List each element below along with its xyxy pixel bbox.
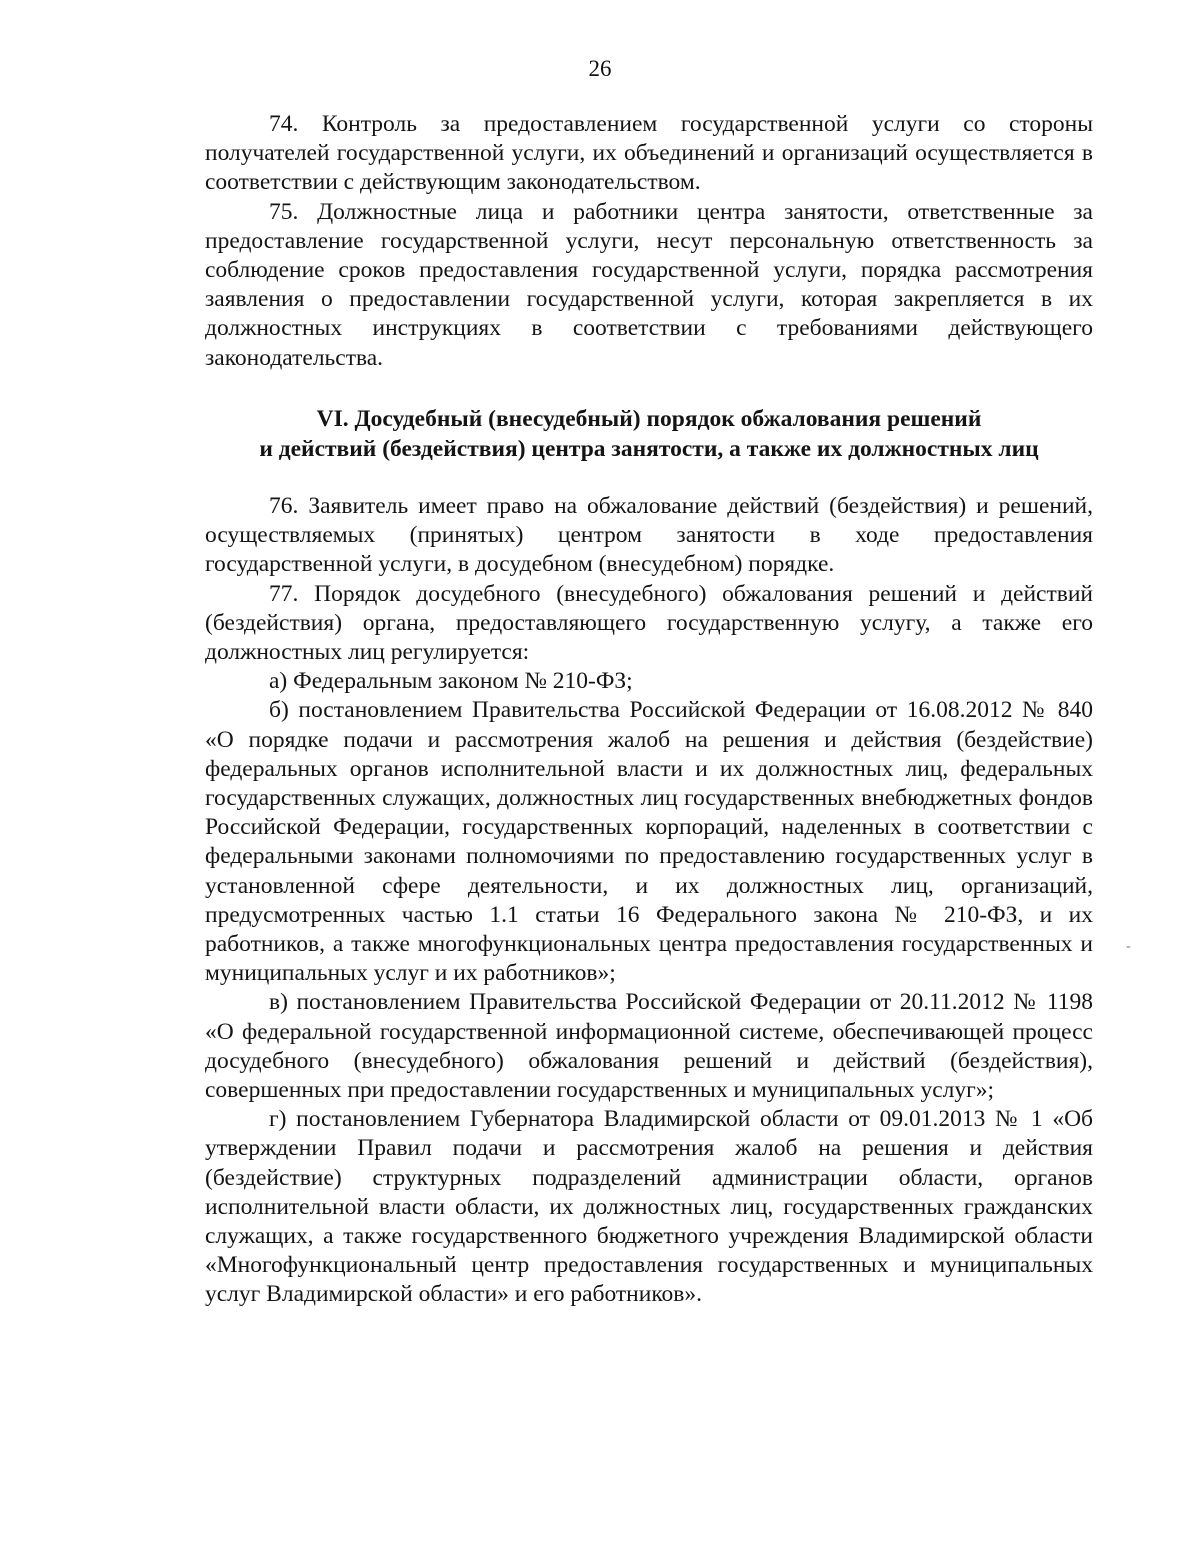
section-vi-body [205, 492, 1093, 1310]
paragraph-74: 74. Контроль за предоставлением государственной услуги со стороны получателей государственной услуги, их объединений и организаций осуществляется в соответствии с действующим законодательством. [205, 111, 1093, 196]
section-vi-heading [205, 404, 1093, 464]
section-vi-heading-line-2: и действий (бездействия) центра занятости, а также их должностных лиц [259, 436, 1039, 462]
paragraph-76: 76. Заявитель имеет право на обжалование действий (бездействия) и решений, осуществляемых (принятых) центром занятости в ходе предоставления государственной услуги, в досудебном (внесудебном) порядке. [205, 493, 1093, 578]
scan-margin-mark: - [1126, 939, 1131, 954]
section-vi-heading-line-1: VI. Досудебный (внесудебный) порядок обжалования решений [316, 406, 982, 432]
paragraph-77-c: в) постановлением Правительства Российской Федерации от 20.11.2012 № 1198 «О федеральной государственной информационной системе, обеспечивающей процесс досудебного (внесудебного) обжалования решений и действий (бездействия), совершенных при предоставлении государственных и муниципальных услуг»; [205, 989, 1093, 1104]
page-number: 26 [588, 56, 612, 81]
section-v-tail [205, 110, 1093, 373]
paragraph-77-b: б) постановлением Правительства Российской Федерации от 16.08.2012 № 840 «О порядке подачи и рассмотрения жалоб на решения и действия (бездействие) федеральных органов исполнительной власти и их должностных лиц, федеральных государственных служащих, должностных лиц государственных внебюджетных фондов Российской Федерации, государственных корпораций, наделенных в соответствии с федеральными законами полномочиями по предоставлению государственных услуг в установленной сфере деятельности, и их должностных лиц, организаций, предусмотренных частью 1.1 статьи 16 Федерального закона № 210-ФЗ, и их работников, а также многофункциональных центра предоставления государственных и муниципальных услуг и их работников»; [205, 697, 1093, 987]
paragraph-75: 75. Должностные лица и работники центра занятости, ответственные за предоставление государственной услуги, несут персональную ответственность за соблюдение сроков предоставления государственной услуги, порядка рассмотрения заявления о предоставлении государственной услуги, которая закрепляется в их должностных инструкциях в соответствии с требованиями действующего законодательства. [205, 198, 1093, 371]
paragraph-77-d: г) постановлением Губернатора Владимирской области от 09.01.2013 № 1 «Об утверждении Правил подачи и рассмотрения жалоб на решения и действия (бездействие) структурных подразделений администрации области, органов исполнительной власти области, их должностных лиц, государственных гражданских служащих, а также государственного бюджетного учреждения Владимирской области «Многофункциональный центр предоставления государственных и муниципальных услуг Владимирской области» и его работников». [205, 1106, 1093, 1308]
paragraph-77: 77. Порядок досудебного (внесудебного) обжалования решений и действий (бездействия) органа, предоставляющего государственную услугу, а также его должностных лиц регулируется: [205, 580, 1093, 666]
paragraph-77-a: а) Федеральным законом № 210-ФЗ; [269, 668, 633, 695]
